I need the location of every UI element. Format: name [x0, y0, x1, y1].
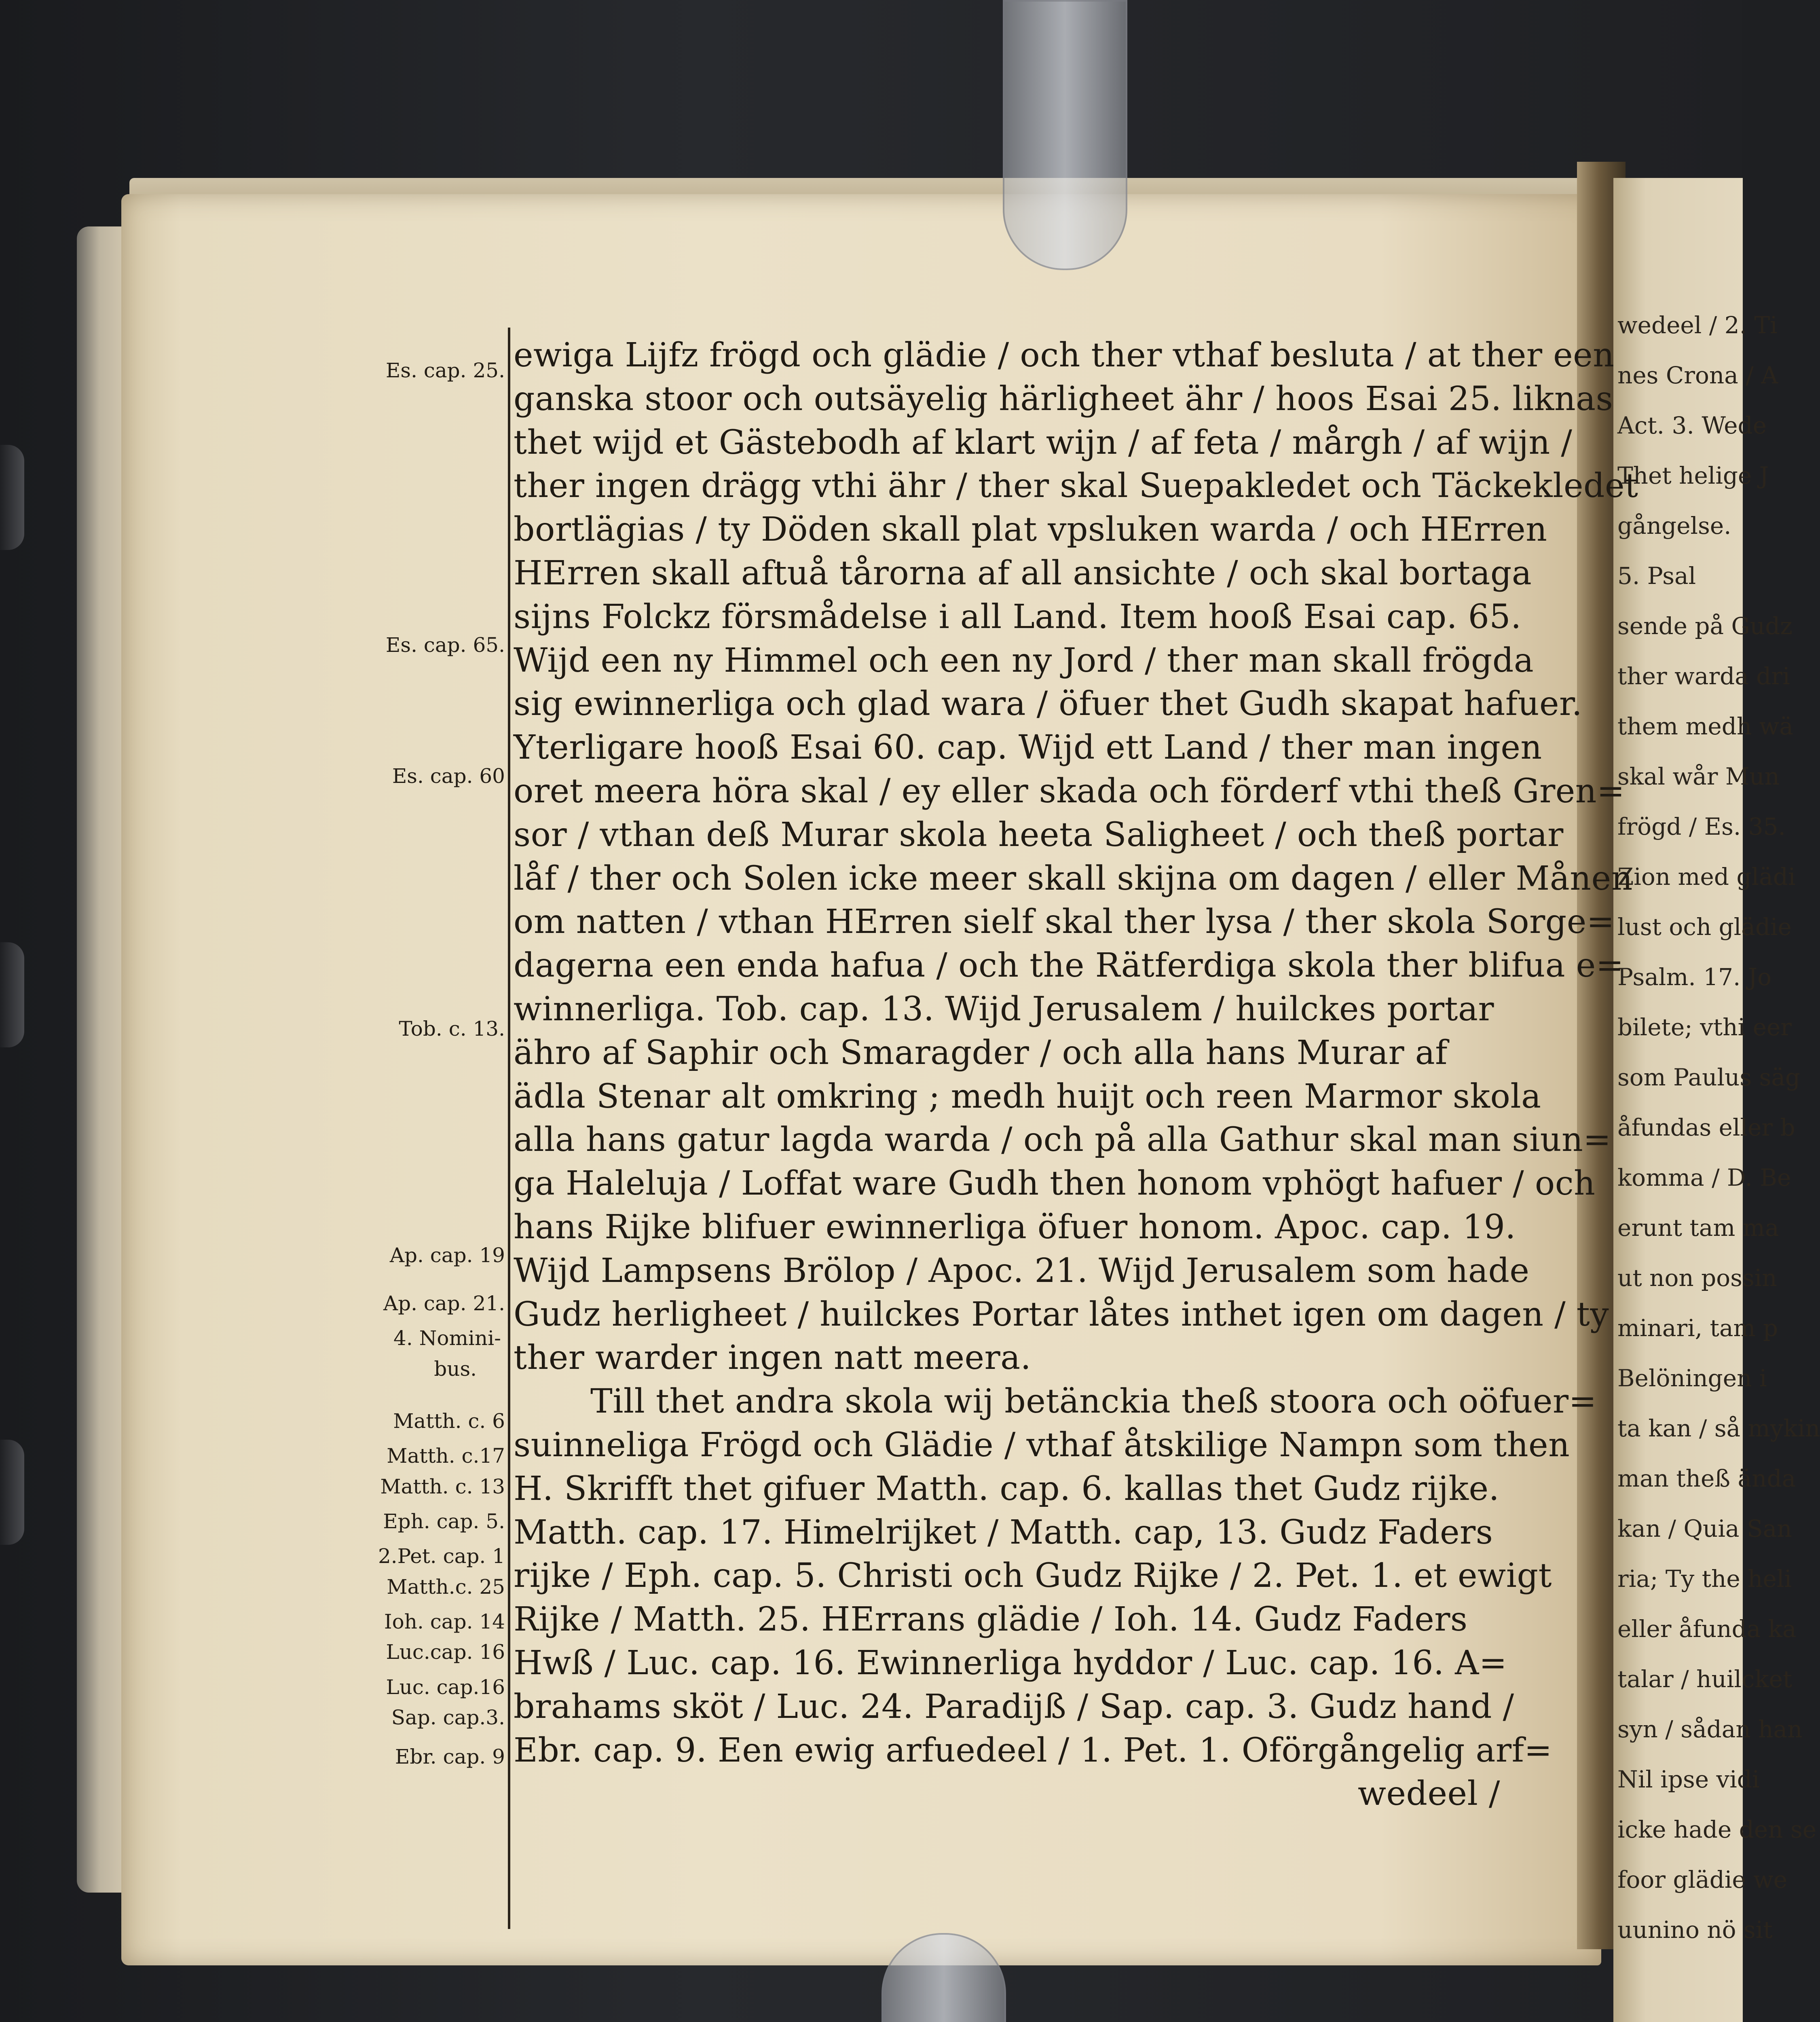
- next-page-line: Act. 3. Wede: [1617, 412, 1767, 439]
- text-line: sijns Folckz försmådelse i all Land. Item hooß Esai cap. 65.: [514, 597, 1522, 636]
- next-page-line: bilete; vthi eer: [1617, 1013, 1792, 1041]
- margin-note: Luc. cap.16: [386, 1675, 505, 1699]
- next-page-line: Zion med glädi: [1617, 863, 1796, 890]
- margin-note: Luc.cap. 16: [386, 1640, 505, 1664]
- text-line: Wijd een ny Himmel och een ny Jord / ther man skall frögda: [514, 641, 1534, 680]
- text-line: wedeel /: [1357, 1775, 1500, 1813]
- margin-note: Matth.c. 25: [387, 1575, 505, 1599]
- text-line: dagerna een enda hafua / och the Rätferdiga skola ther blifua e=: [514, 946, 1624, 985]
- text-line: Yterligare hooß Esai 60. cap. Wijd ett Land / ther man ingen: [514, 728, 1542, 767]
- next-page-line: Thet helige J: [1617, 462, 1769, 489]
- text-line: Rijke / Matth. 25. HErrans glädie / Ioh. 14. Gudz Faders: [514, 1600, 1468, 1639]
- text-line: HErren skall aftuå tårorna af all ansichte / och skal bortaga: [514, 554, 1532, 592]
- margin-note: Ebr. cap. 9: [395, 1745, 505, 1769]
- next-page-line: lust och glädie: [1617, 913, 1792, 941]
- next-page-line: ria; Ty the heli: [1617, 1565, 1792, 1593]
- margin-note: Eph. cap. 5.: [383, 1510, 505, 1533]
- margin-note: Ap. cap. 21.: [383, 1292, 505, 1316]
- margin-note: Matth. c.17: [387, 1444, 505, 1468]
- margin-note: Tob. c. 13.: [399, 1017, 505, 1041]
- text-line: Wijd Lampsens Brölop / Apoc. 21. Wijd Jerusalem som hade: [514, 1251, 1530, 1290]
- text-line: ther ingen drägg vthi ähr / ther skal Suepakledet och Täckekledet: [514, 467, 1638, 506]
- next-page-line: åfundas eller b: [1617, 1114, 1795, 1141]
- text-line: oret meera höra skal / ey eller skada och förderf vthi theß Gren=: [514, 772, 1625, 810]
- next-page-line: ut non possin: [1617, 1264, 1777, 1292]
- text-line: ewiga Lijfz frögd och glädie / och ther vthaf besluta / at ther een: [514, 336, 1615, 374]
- margin-note: Ioh. cap. 14: [384, 1610, 505, 1633]
- next-page-line: kan / Quia San: [1617, 1515, 1792, 1542]
- margin-note: Es. cap. 25.: [385, 359, 505, 383]
- next-page-line: icke hade den se: [1617, 1816, 1817, 1843]
- text-line: bortlägias / ty Döden skall plat vpsluken warda / och HErren: [514, 510, 1547, 549]
- text-line: Matth. cap. 17. Himelrijket / Matth. cap, 13. Gudz Faders: [514, 1513, 1493, 1552]
- margin-note: Sap. cap.3.: [391, 1706, 505, 1730]
- text-line: Gudz herligheet / huilckes Portar låtes inthet igen om dagen / ty: [514, 1295, 1609, 1334]
- text-line: suinneliga Frögd och Glädie / vthaf åtskilige Nampn som then: [514, 1426, 1570, 1464]
- text-line: H. Skrifft thet gifuer Matth. cap. 6. kallas thet Gudz rijke.: [514, 1469, 1500, 1508]
- next-page-line: Belöningen i: [1617, 1364, 1767, 1392]
- text-line: hans Rijke blifuer ewinnerliga öfuer honom. Apoc. cap. 19.: [514, 1208, 1516, 1246]
- margin-note: Matth. c. 6: [393, 1409, 505, 1433]
- text-line: alla hans gatur lagda warda / och på alla Gathur skal man siun=: [514, 1121, 1611, 1159]
- next-page-line: sende på Gudz: [1617, 612, 1793, 640]
- text-line: ähro af Saphir och Smaragder / och alla hans Murar af: [514, 1033, 1448, 1072]
- next-page-line: uunino nö sit: [1617, 1916, 1773, 1944]
- text-line: om natten / vthan HErren sielf skal ther lysa / ther skola Sorge=: [514, 903, 1615, 941]
- text-line: Till thet andra skola wij betänckia theß stoora och oöfuer=: [590, 1382, 1597, 1421]
- next-page-line: minari, tam p: [1617, 1314, 1778, 1342]
- text-line: sor / vthan deß Murar skola heeta Saligheet / och theß portar: [514, 815, 1564, 854]
- next-page-line: them medh wä: [1617, 713, 1793, 740]
- text-line: sig ewinnerliga och glad wara / öfuer thet Gudh skapat hafuer.: [514, 685, 1583, 723]
- next-page-line: gångelse.: [1617, 512, 1731, 539]
- margin-note: Es. cap. 65.: [385, 633, 505, 657]
- margin-note: Es. cap. 60: [392, 764, 505, 788]
- next-page-line: nes Crona / A: [1617, 362, 1778, 389]
- next-page-line: komma / D. Be: [1617, 1164, 1791, 1191]
- next-page-line: eller åfunda ka: [1617, 1615, 1797, 1643]
- text-line: brahams sköt / Luc. 24. Paradijß / Sap. cap. 3. Gudz hand /: [514, 1687, 1514, 1726]
- text-line: ganska stoor och outsäyelig härligheet ähr / hoos Esai 25. liknas: [514, 379, 1613, 418]
- text-line: thet wijd et Gästebodh af klart wijn / af feta / mårgh / af wijn /: [514, 423, 1573, 462]
- next-page-line: 5. Psal: [1617, 562, 1696, 590]
- text-line: låf / ther och Solen icke meer skall skijna om dagen / eller Månen: [514, 859, 1633, 898]
- next-page-line: erunt tam ma: [1617, 1214, 1779, 1242]
- next-page-line: Nil ipse vidi: [1617, 1766, 1760, 1793]
- text-line: ädla Stenar alt omkring ; medh huijt och reen Marmor skola: [514, 1077, 1541, 1116]
- next-page-line: wedeel / 2. Ti: [1617, 311, 1778, 339]
- margin-note: Matth. c. 13: [380, 1474, 505, 1498]
- next-page-line: Psalm. 17. Jo: [1617, 963, 1772, 991]
- top-clamp: [1003, 0, 1127, 270]
- text-line: winnerliga. Tob. cap. 13. Wijd Jerusalem / huilckes portar: [514, 990, 1494, 1028]
- next-page-line: skal wår Mun: [1617, 763, 1780, 790]
- text-line: Hwß / Luc. cap. 16. Ewinnerliga hyddor / Luc. cap. 16. A=: [514, 1644, 1507, 1682]
- next-page-line: ther warda dri: [1617, 662, 1790, 690]
- margin-note: Ap. cap. 19: [389, 1244, 505, 1267]
- text-line: rijke / Eph. cap. 5. Christi och Gudz Rijke / 2. Pet. 1. et ewigt: [514, 1557, 1552, 1595]
- margin-note: bus.: [434, 1357, 477, 1381]
- next-page-line: ta kan / så mykin: [1617, 1415, 1820, 1442]
- margin-note: 2.Pet. cap. 1: [378, 1544, 505, 1568]
- text-line: ga Haleluja / Loffat ware Gudh then honom vphögt hafuer / och: [514, 1164, 1596, 1203]
- next-page-line: som Paulus säg: [1617, 1064, 1801, 1091]
- margin-rule: [508, 328, 510, 1929]
- text-line: ther warder ingen natt meera.: [514, 1339, 1032, 1377]
- next-page-line: man theß ända: [1617, 1465, 1796, 1492]
- next-page-line: frögd / Es. 35.: [1617, 813, 1786, 840]
- text-line: Ebr. cap. 9. Een ewig arfuedeel / 1. Pet. 1. Oförgångelig arf=: [514, 1731, 1552, 1770]
- margin-note: 4. Nomini-: [393, 1326, 501, 1350]
- next-page-line: talar / huilcket: [1617, 1665, 1793, 1693]
- next-page-line: foor glädie we: [1617, 1866, 1788, 1893]
- next-page-line: syn / sådan han: [1617, 1715, 1803, 1743]
